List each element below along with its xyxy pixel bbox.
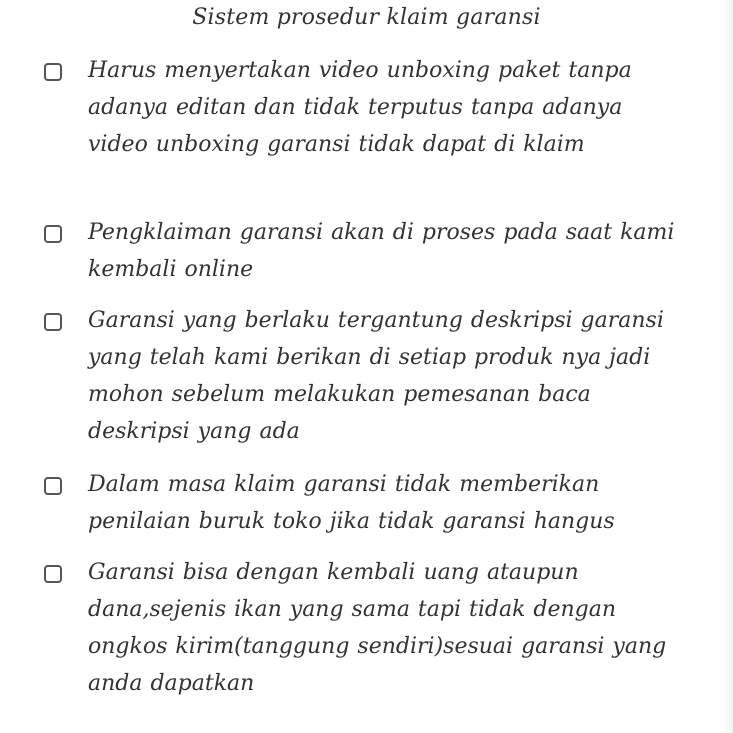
checkbox-icon[interactable] <box>44 565 62 583</box>
checkbox-icon[interactable] <box>44 477 62 495</box>
checkbox-icon[interactable] <box>44 313 62 331</box>
checklist-item-text: Dalam masa klaim garansi tidak memberikan penilaian buruk toko jika tidak garansi hangus <box>88 472 615 534</box>
checklist-item-text: Garansi bisa dengan kembali uang ataupun dana,sejenis ikan yang sama tapi tidak dengan ongkos kirim(tanggung sendiri)sesuai garansi yang anda dapatkan <box>88 560 667 696</box>
page-edge <box>723 0 733 733</box>
checkbox-icon[interactable] <box>44 63 62 81</box>
checklist-item-text: Garansi yang berlaku tergantung deskripsi garansi yang telah kami berikan di setiap produk nya jadi mohon sebelum melakukan pemesanan baca deskripsi yang ada <box>88 308 664 444</box>
page-title: Sistem prosedur klaim garansi <box>192 5 541 30</box>
checklist-item-text: Pengklaiman garansi akan di proses pada saat kami kembali online <box>88 220 675 282</box>
checkbox-icon[interactable] <box>44 225 62 243</box>
checklist-item-text: Harus menyertakan video unboxing paket tanpa adanya editan dan tidak terputus tanpa adanya video unboxing garansi tidak dapat di klaim <box>88 58 632 157</box>
